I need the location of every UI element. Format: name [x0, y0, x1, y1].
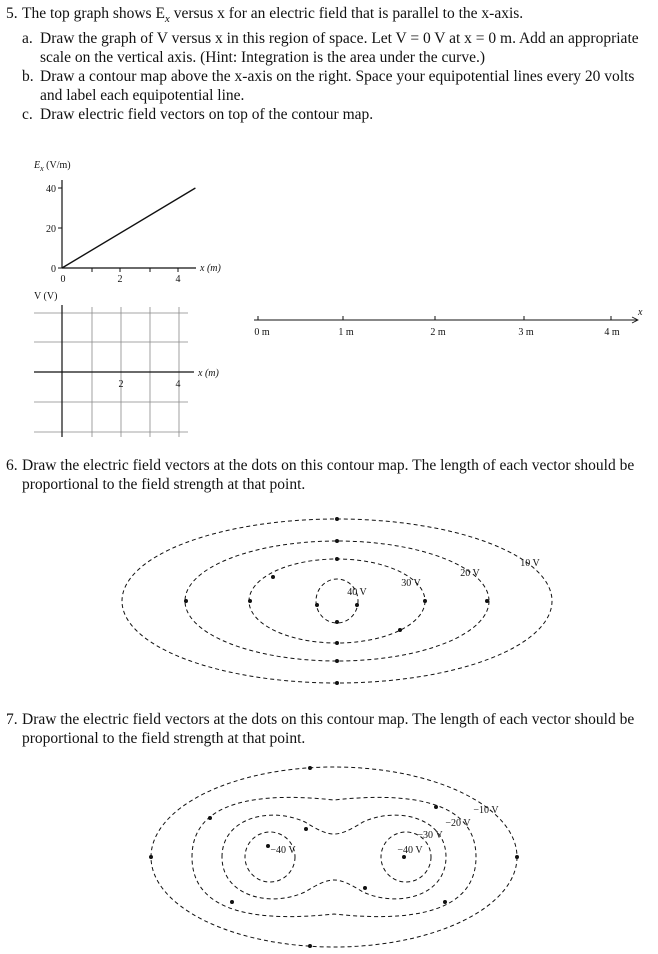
ex-xtick-0: 0 [60, 274, 66, 285]
question-7 [6, 710, 652, 748]
part-a: a. Draw the graph of V versus x in this region of space. Let V = 0 V at x = 0 m. Add an appropriate scale on the vertical axis. (Hint: Integration is the area under the curve.) [22, 30, 639, 67]
q7-label-minus20v: −20 V [445, 818, 471, 829]
question-5 [6, 4, 652, 124]
ex-ylabel: $E_x$ (V/m) [34, 160, 71, 173]
contour-minus10v [151, 767, 517, 947]
q6-label-10v: 10 V [520, 558, 540, 569]
q7-label-minus40v-left: −40 V [270, 845, 296, 856]
v-xtick-4: 4 [175, 379, 181, 390]
v-ylabel: V (V) [34, 291, 58, 302]
axis-tick-0m: 0 m [254, 327, 270, 338]
ex-xtick-4: 4 [175, 274, 181, 285]
question-number: 5. [6, 5, 18, 22]
q6-dots [184, 517, 489, 685]
ex-xtick-2: 2 [117, 274, 123, 285]
q6-label-30v: 30 V [401, 578, 421, 589]
axis-tick-4m: 4 m [604, 327, 620, 338]
q6-contour-map [0, 505, 658, 705]
ex-graph [0, 150, 260, 300]
axis-tick-1m: 1 m [338, 327, 354, 338]
question-6 [6, 456, 652, 494]
contour-minus20v [192, 797, 476, 916]
q7-contour-map [0, 760, 658, 954]
contour-axis [240, 300, 658, 350]
v-xlabel: x (m) [198, 368, 219, 379]
contour-minus40v-left [245, 832, 295, 882]
v-xtick-2: 2 [118, 379, 124, 390]
question-text: Draw the electric field vectors at the dots on this contour map. The length of each vector should be proportional to the field strength at that point. [22, 457, 635, 493]
question-text: Draw the electric field vectors at the dots on this contour map. The length of each vector should be proportional to the field strength at that point. [22, 711, 635, 747]
contour-minus30v [222, 815, 446, 899]
ex-ytick-40: 40 [46, 184, 56, 195]
q7-label-minus30v: −30 V [417, 830, 443, 841]
contour-40v [316, 579, 358, 623]
question-number: 6. [6, 457, 18, 474]
part-c: c. Draw electric field vectors on top of the contour map. [22, 106, 374, 124]
question-number: 7. [6, 711, 18, 728]
axis-tick-2m: 2 m [430, 327, 446, 338]
ex-data-line [62, 188, 195, 268]
ex-ytick-0: 0 [51, 264, 56, 275]
ex-xlabel: x (m) [200, 263, 221, 274]
axis-label-x: x [638, 307, 643, 318]
q6-label-20v: 20 V [460, 568, 480, 579]
part-b: b. Draw a contour map above the x-axis on the right. Space your equipotential lines every 20 volts and label each equipotential line. [22, 68, 635, 105]
q7-label-minus40v-right: −40 V [397, 845, 423, 856]
ex-ytick-20: 20 [46, 224, 56, 235]
axis-tick-3m: 3 m [518, 327, 534, 338]
q7-label-minus10v: −10 V [473, 805, 499, 816]
question-stem: The top graph shows $E_x$ versus x for an electric field that is parallel to the x-axis. [22, 5, 524, 26]
q6-label-40v: 40 V [347, 587, 367, 598]
v-graph [0, 285, 260, 445]
